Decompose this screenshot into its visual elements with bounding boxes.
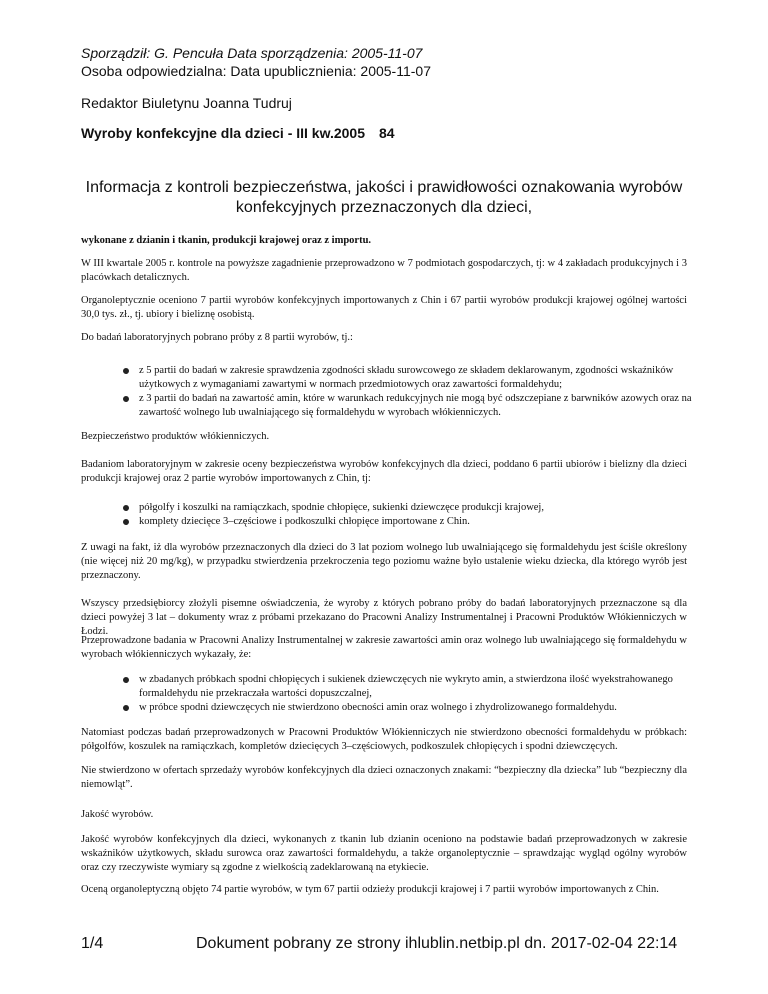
intro-paragraph: W III kwartale 2005 r. kontrole na powyższe zagadnienie przeprowadzono w 7 podmiotach gospodarczych, tj: w 4 zakładach produkcyjnych i 3 placówkach detalicznych. bbox=[81, 258, 687, 283]
offers-paragraph: Nie stwierdzono w ofertach sprzedaży wyrobów konfekcyjnych dla dzieci oznaczonych znakami: “bezpieczny dla dziecka” lub “bezpieczny dla niemowląt”. bbox=[81, 765, 687, 790]
list-item: komplety dziecięce 3–częściowe i podkoszulki chłopięce importowane z Chin. bbox=[129, 515, 719, 529]
list-item: z 5 partii do badań w zakresie sprawdzenia zgodności składu surowcowego ze składem deklarowanym, zgodności wskaźników użytkowych z wymaganiami zawartymi w normach przedmiotowych oraz zawartości formaldehydu; bbox=[129, 364, 719, 392]
list-item: półgolfy i koszulki na ramiączkach, spodnie chłopięce, sukienki dziewczęce produkcji krajowej, bbox=[129, 501, 719, 515]
instrumental-paragraph: Przeprowadzone badania w Pracowni Analizy Instrumentalnej w zakresie zawartości amin oraz wolnego lub uwalniającego się formaldehydu w wyrobach włókienniczych wykazały, że: bbox=[81, 635, 687, 660]
document-number: 84 bbox=[379, 125, 395, 141]
samples-paragraph: Do badań laboratoryjnych pobrano próby z 8 partii wyrobów, tj.: bbox=[81, 332, 353, 343]
lab-list bbox=[129, 501, 719, 529]
page-number: 1/4 bbox=[81, 935, 104, 952]
bullet-icon bbox=[123, 705, 129, 711]
main-heading: Informacja z kontroli bezpieczeństwa, jakości i prawidłowości oznakowania wyrobów konfekcyjnych przeznaczonych dla dzieci, bbox=[85, 179, 683, 216]
author-line: Sporządził: G. Pencuła Data sporządzenia: 2005-11-07 bbox=[81, 45, 423, 61]
samples-list bbox=[129, 364, 719, 420]
list-item: z 3 partii do badań na zawartość amin, które w warunkach redukcyjnych nie mogą być odszczepiane z barwników azowych oraz na zawartość wolnego lub uwalniającego się formaldehydu w wyrobach włókienniczych. bbox=[129, 392, 719, 420]
lab-paragraph: Badaniom laboratoryjnym w zakresie oceny bezpieczeństwa wyrobów konfekcyjnych dla dzieci, poddano 6 partii ubiorów i bielizny dla dzieci produkcji krajowej oraz 2 partie wyrobów importowanych z Chin, tj: bbox=[81, 459, 687, 484]
document-title-text: Wyroby konfekcyjne dla dzieci - III kw.2005 bbox=[81, 125, 365, 141]
responsible-line: Osoba odpowiedzialna: Data upublicznienia: 2005-11-07 bbox=[81, 63, 431, 79]
bullet-icon bbox=[123, 519, 129, 525]
declarations-paragraph: Wszyscy przedsiębiorcy złożyli pisemne oświadczenia, że wyroby z których pobrano próby do badań laboratoryjnych przeznaczone są dla dzieci powyżej 3 lat – dokumenty wraz z próbami przekazano do Pracowni Analizy Instrumentalnej i Pracowni Produktów Włókienniczych w Łodzi. bbox=[81, 598, 687, 637]
organoleptic-paragraph: Organoleptycznie oceniono 7 partii wyrobów konfekcyjnych importowanych z Chin i 67 partii wyrobów produkcji krajowej ogólnej wartości 30,0 tys. zł., tj. ubiory i bieliznę osobistą. bbox=[81, 295, 687, 320]
list-item: w zbadanych próbkach spodni chłopięcych i sukienek dziewczęcych nie wykryto amin, a stwierdzona ilość wyekstrahowanego formaldehydu nie przekraczała wartości dopuszczalnej, bbox=[129, 673, 719, 701]
bullet-icon bbox=[123, 396, 129, 402]
safety-heading: Bezpieczeństwo produktów włókienniczych. bbox=[81, 431, 270, 442]
bullet-icon bbox=[123, 368, 129, 374]
list-item: w próbce spodni dziewczęcych nie stwierdzono obecności amin oraz wolnego i zhydrolizowanego formaldehydu. bbox=[129, 701, 719, 715]
editor-line: Redaktor Biuletynu Joanna Tudruj bbox=[81, 95, 292, 111]
document-title bbox=[81, 125, 395, 141]
bullet-icon bbox=[123, 505, 129, 511]
instrumental-list bbox=[129, 673, 719, 715]
quality-paragraph: Jakość wyrobów konfekcyjnych dla dzieci, wykonanych z tkanin lub dzianin oceniono na podstawie badań przeprowadzonych w zakresie wskaźników użytkowych, składu surowca oraz zawartości formaldehydu, a także organoleptycznie – sprawdzając wygląd ogólny wyrobów oraz czy rzeczywiste wymiary są zgodne z wielkością zadeklarowaną na etykiecie. bbox=[81, 834, 687, 873]
assessment-paragraph: Oceną organoleptyczną objęto 74 partie wyrobów, w tym 67 partii odzieży produkcji krajowej i 7 partii wyrobów importowanych z Chin. bbox=[81, 884, 659, 895]
bullet-icon bbox=[123, 677, 129, 683]
textile-lab-paragraph: Natomiast podczas badań przeprowadzonych w Pracowni Produktów Włókienniczych nie stwierdzono obecności formaldehydu w próbkach: półgolfów, koszulek na ramiączkach, kompletów dziecięcych 3–częściowych, podkoszulek chłopięcych i spodni dziewczęcych. bbox=[81, 727, 687, 752]
age-paragraph: Z uwagi na fakt, iż dla wyrobów przeznaczonych dla dzieci do 3 lat poziom wolnego lub uwalniającego się formaldehydu jest ściśle określony (nie więcej niż 20 mg/kg), w przypadku stwierdzenia przekroczenia tego poziomu ważne było ustalenie wieku dziecka, dla którego wyrób jest przeznaczony. bbox=[81, 542, 687, 581]
scope-paragraph: wykonane z dzianin i tkanin, produkcji krajowej oraz z importu. bbox=[81, 235, 372, 246]
quality-heading: Jakość wyrobów. bbox=[81, 809, 154, 820]
source-footer: Dokument pobrany ze strony ihlublin.netbip.pl dn. 2017-02-04 22:14 bbox=[196, 935, 678, 952]
